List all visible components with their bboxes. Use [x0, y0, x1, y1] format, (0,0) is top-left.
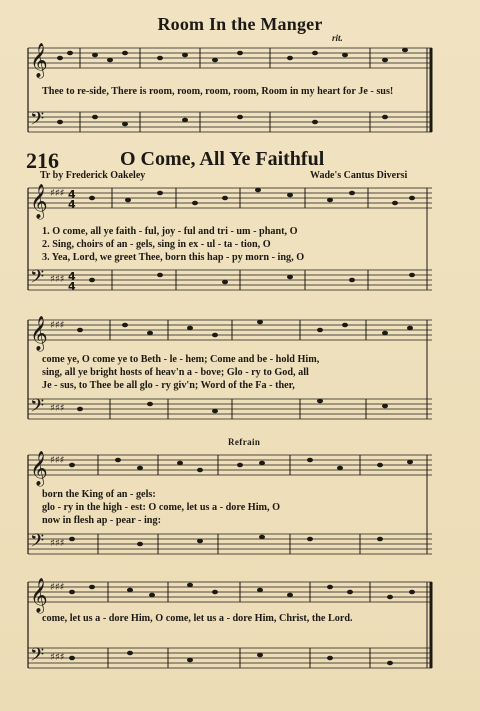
staff-sys2-treble [28, 320, 432, 340]
staff-top-bass [28, 112, 432, 132]
svg-text:𝄞: 𝄞 [30, 578, 48, 613]
staff-top-treble [28, 48, 432, 68]
svg-text:♯♯♯: ♯♯♯ [50, 455, 65, 466]
translator-credit: Tr by Frederick Oakeley [40, 170, 146, 181]
svg-text:𝄢: 𝄢 [30, 396, 45, 421]
svg-text:♯♯♯: ♯♯♯ [50, 652, 65, 663]
svg-text:𝄢: 𝄢 [30, 267, 45, 292]
svg-text:𝄞: 𝄞 [30, 184, 48, 219]
svg-text:𝄢: 𝄢 [30, 531, 45, 556]
staff-sys2-bass [28, 399, 432, 419]
staff-sys3-treble [28, 455, 432, 475]
svg-text:♯♯♯: ♯♯♯ [50, 274, 65, 285]
staff-sys3-bass [28, 534, 432, 554]
svg-text:𝄢: 𝄢 [30, 109, 45, 134]
svg-text:♯♯♯: ♯♯♯ [50, 188, 65, 199]
svg-text:♯♯♯: ♯♯♯ [50, 538, 65, 549]
system2-verse3: Je - sus, to Thee be all glo - ry giv'n; Word of the Fa - ther, [42, 380, 295, 391]
hymn-title: O Come, All Ye Faithful [120, 148, 325, 170]
svg-text:4: 4 [68, 270, 76, 283]
top-hymn-lyric: Thee to re-side, There is room, room, room, room, Room in my heart for Je - sus! [42, 86, 394, 97]
system4-lyric: come, let us a - dore Him, O come, let us a - dore Him, Christ, the Lord. [42, 613, 353, 624]
top-hymn-title: Room In the Manger [157, 14, 323, 34]
staff-sys4-treble [28, 582, 432, 602]
system1-verse3: 3. Yea, Lord, we greet Thee, born this hap - py morn - ing, O [42, 252, 305, 263]
svg-text:𝄞: 𝄞 [30, 451, 48, 486]
hymn-number: 216 [26, 148, 59, 173]
staff-sys1-treble [28, 188, 432, 208]
svg-text:4: 4 [68, 188, 76, 201]
system3-verse1: born the King of an - gels: [42, 489, 156, 500]
staff-sys1-bass [28, 270, 432, 290]
system1-verse1: 1. O come, all ye faith - ful, joy - ful and tri - um - phant, O [42, 226, 298, 237]
staff-sys4-bass [28, 648, 432, 668]
svg-text:4: 4 [68, 198, 76, 211]
svg-text:𝄞: 𝄞 [30, 43, 48, 78]
system3-verse2: glo - ry in the high - est: O come, let us a - dore Him, O [42, 502, 281, 513]
svg-text:♯♯♯: ♯♯♯ [50, 320, 65, 331]
refrain-label: Refrain [228, 437, 261, 447]
svg-text:4: 4 [68, 280, 76, 293]
system3-verse3: now in flesh ap - pear - ing: [42, 515, 161, 526]
system2-verse2: sing, all ye bright hosts of heav'n a - bove; Glo - ry to God, all [42, 367, 309, 378]
svg-text:♯♯♯: ♯♯♯ [50, 403, 65, 414]
ritardando-marking: rit. [332, 33, 343, 43]
system1-verse2: 2. Sing, choirs of an - gels, sing in ex - ul - ta - tion, O [42, 239, 271, 250]
svg-text:𝄢: 𝄢 [30, 645, 45, 670]
svg-text:♯♯♯: ♯♯♯ [50, 582, 65, 593]
system2-verse1: come ye, O come ye to Beth - le - hem; Come and be - hold Him, [42, 354, 320, 365]
svg-text:𝄞: 𝄞 [30, 316, 48, 351]
tune-source-credit: Wade's Cantus Diversi [310, 170, 408, 181]
